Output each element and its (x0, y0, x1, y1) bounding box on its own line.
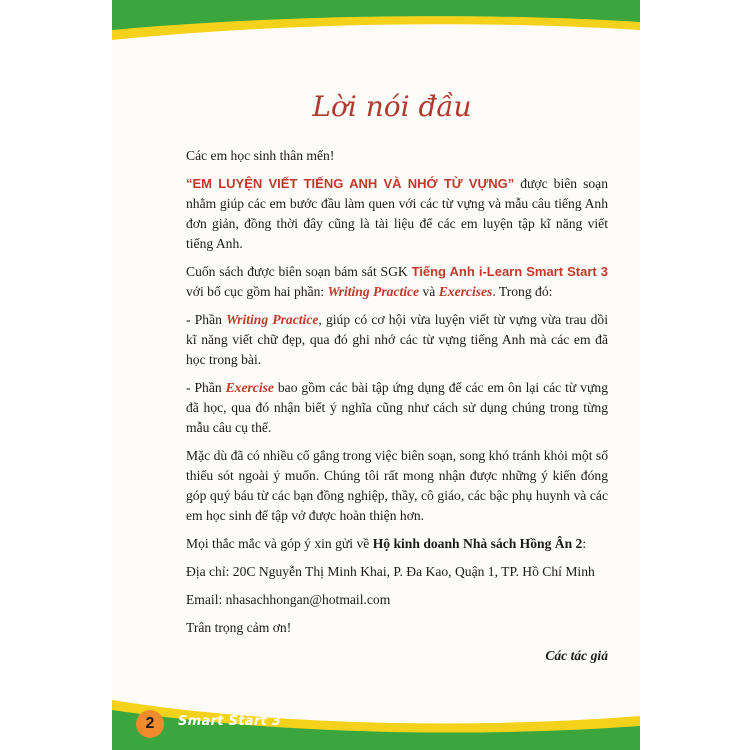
closing-paragraph: Mặc dù đã có nhiều cố gắng trong việc biên soạn, song khó tránh khỏi một số thiếu sót ngoài ý muốn. Chúng tôi rất mong nhận được những ý kiến đóng góp quý báu từ các bạn đồng nghiệp, thầy, cô giáo, các bậc phụ huynh và các em học sinh để tập vở được hoàn thiện hơn. (186, 448, 608, 523)
book-title: “EM LUYỆN VIẾT TIẾNG ANH VÀ NHỚ TỪ VỰNG” (186, 176, 515, 191)
company-name: Hộ kinh doanh Nhà sách Hồng Ân 2 (372, 536, 583, 551)
structure-text-middle: với bố cục gồm hai phần: (186, 284, 328, 299)
structure-text-before: Cuốn sách được biên soạn bám sát SGK (186, 264, 412, 279)
heading-graphic (312, 74, 472, 130)
series-brand: Smart Start 3 (178, 714, 282, 729)
item1-prefix: - Phần (186, 312, 227, 327)
item-exercise (186, 378, 608, 438)
item-writing-practice (186, 310, 608, 370)
email-line: Email: nhasachhongan@hotmail.com (186, 592, 391, 607)
structure-text-and: và (419, 284, 439, 299)
contact-lead: Mọi thắc mắc và góp ý xin gửi về (186, 536, 373, 551)
page-heading: Lời nói đầu (312, 90, 472, 123)
contact-colon: : (582, 536, 587, 551)
item2-text: bao gồm các bài tập ứng dụng để các em ôn lại các từ vựng đã học, qua đó nhận biết ý nghĩa cũng như cách sử dụng chúng trong từng mẫu câu cụ thể. (186, 380, 608, 435)
part-writing-practice: Writing Practice (327, 284, 420, 299)
address-line: Địa chỉ: 20C Nguyễn Thị Minh Khai, P. Đa Kao, Quận 1, TP. Hồ Chí Minh (186, 564, 595, 579)
book-page (112, 0, 640, 750)
greeting: Các em học sinh thân mến! (186, 148, 335, 163)
preface-body (186, 146, 608, 674)
intro-paragraph (186, 174, 608, 254)
textbook-name: Tiếng Anh i-Learn Smart Start 3 (411, 264, 608, 279)
structure-paragraph (186, 262, 608, 302)
item2-prefix: - Phần (186, 380, 226, 395)
page-number: 2 (136, 710, 164, 738)
item1-name: Writing Practice (226, 312, 319, 327)
thanks-line: Trân trọng cảm ơn! (186, 620, 292, 635)
contact-paragraph (186, 534, 608, 554)
item2-name: Exercise (225, 380, 274, 395)
part-exercises: Exercises (438, 284, 493, 299)
intro-text: được biên soạn nhằm giúp các em bước đầu làm quen với các từ vựng và mẫu câu tiếng Anh đơn giản, đồng thời đây cũng là tài liệu để các em luyện tập kĩ năng viết tiếng Anh. (186, 176, 608, 251)
top-decorative-band (112, 0, 640, 48)
item1-text: , giúp có cơ hội vừa luyện viết từ vựng vừa trau dồi kĩ năng viết chữ đẹp, qua đó ghi nhớ các từ vựng tiếng Anh mà các em đã học trong bài. (186, 312, 608, 367)
structure-text-after: . Trong đó: (492, 284, 553, 299)
author-signature: Các tác giả (545, 648, 608, 663)
